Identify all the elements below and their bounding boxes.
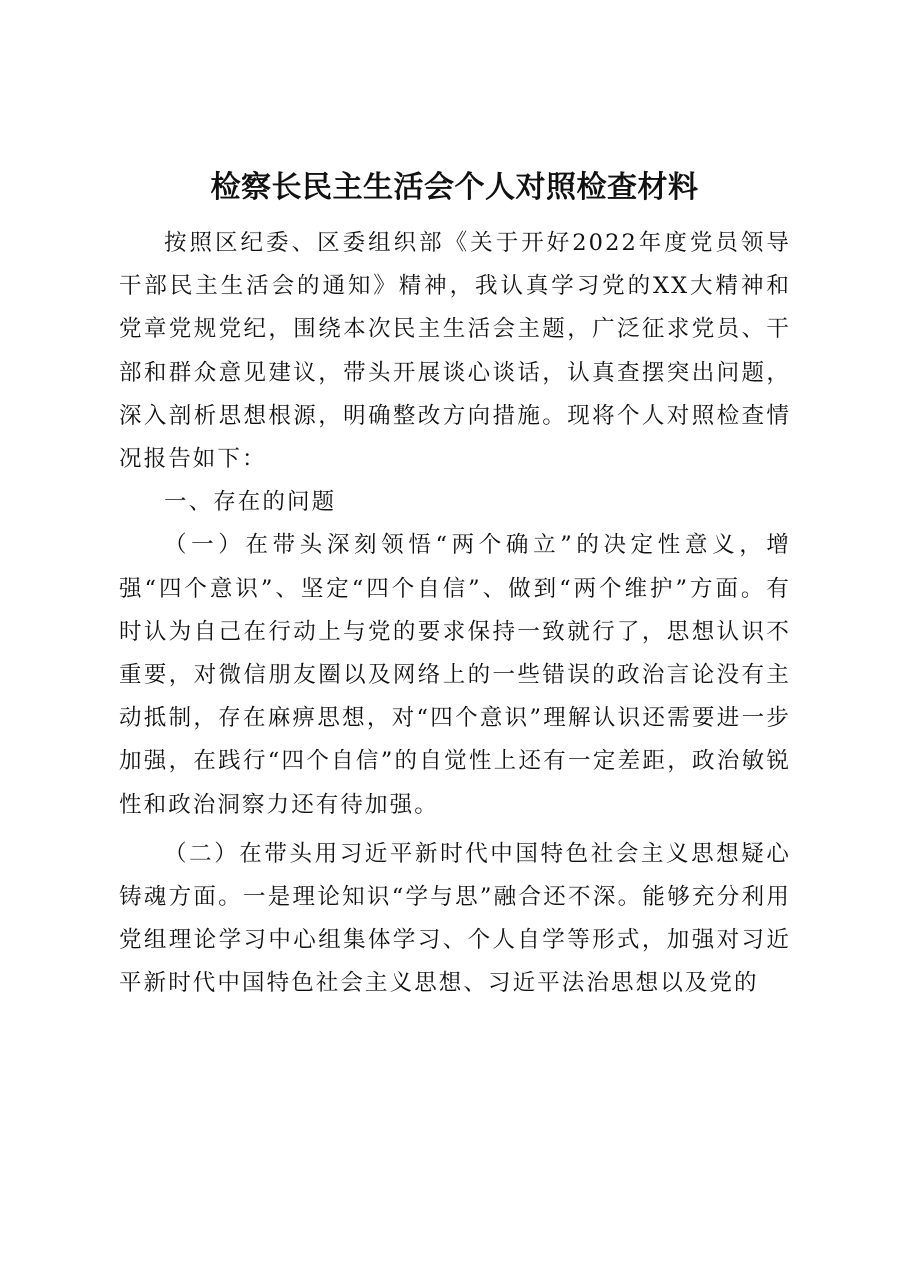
document-title: 检察长民主生活会个人对照检查材料: [210, 170, 699, 205]
paragraph-problem-1: （一）在带头深刻领悟“两个确立”的决定性意义，增强“四个意识”、坚定“四个自信”、做到“两个维护”方面。有时认为自己在行动上与党的要求保持一致就行了，思想认识不重要，对微信朋友圈以及网络上的一些错误的政治言论没有主动抵制，存在麻痹思想，对“四个意识”理解认识还需要进一步加强，在践行“四个自信”的自觉性上还有一定差距，政治敏锐性和政治洞察力还有待加强。: [119, 532, 791, 818]
paragraph-intro: 按照区纪委、区委组织部《关于开好2022年度党员领导干部民主生活会的通知》精神，我认真学习党的XX大精神和党章党规党纪，围绕本次民主生活会主题，广泛征求党员、干部和群众意见建议，带头开展谈心谈话，认真查摆突出问题，深入剖析思想根源，明确整改方向措施。现将个人对照检查情况报告如下：: [119, 230, 791, 473]
paragraph-problem-2: （二）在带头用习近平新时代中国特色社会主义思想疑心铸魂方面。一是理论知识“学与思”融合还不深。能够充分利用党组理论学习中心组集体学习、个人自学等形式，加强对习近平新时代中国特色社会主义思想、习近平法治思想以及党的: [119, 840, 791, 997]
section-heading-problems: 一、存在的问题: [164, 489, 337, 516]
document-body: [119, 222, 791, 1006]
